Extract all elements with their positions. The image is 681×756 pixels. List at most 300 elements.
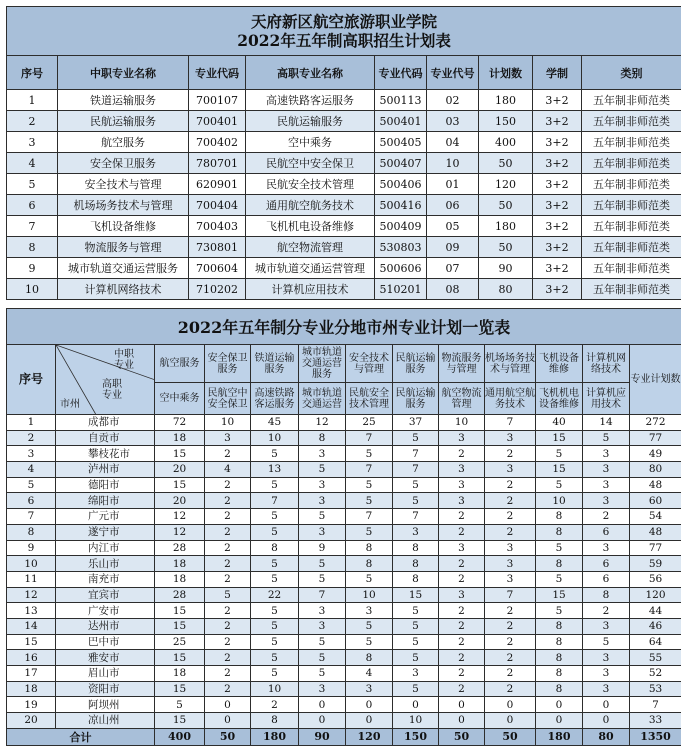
table-cell: 2 <box>439 618 485 634</box>
table-cell: 33 <box>630 713 681 729</box>
gaozhi-major-header: 民航运输服务 <box>393 383 439 415</box>
table-row <box>7 524 681 540</box>
table-cell: 19 <box>7 697 56 713</box>
table-cell: 5 <box>299 462 346 478</box>
table-cell: 05 <box>427 216 479 237</box>
table-cell: 5 <box>251 571 299 587</box>
table-cell: 3+2 <box>533 216 582 237</box>
table-cell: 700107 <box>189 90 246 111</box>
city-name-cell: 绵阳市 <box>56 493 155 509</box>
gaozhi-major-header: 民航空中安全保卫 <box>205 383 251 415</box>
table-cell: 5 <box>583 634 630 650</box>
table1-title <box>7 7 681 56</box>
table-cell: 17 <box>7 666 56 682</box>
table-cell: 18 <box>155 430 205 446</box>
table-cell: 20 <box>155 462 205 478</box>
table-cell: 0 <box>299 713 346 729</box>
city-name-cell: 内江市 <box>56 540 155 556</box>
zhongzhi-major-header: 物流服务与管理 <box>439 345 485 383</box>
table-cell: 0 <box>393 697 439 713</box>
table-cell: 5 <box>536 477 583 493</box>
table-cell: 0 <box>536 713 583 729</box>
table-cell: 2 <box>205 618 251 634</box>
table-cell: 0 <box>205 697 251 713</box>
table-cell: 2 <box>485 666 536 682</box>
table-cell: 8 <box>393 571 439 587</box>
table-cell: 2 <box>485 446 536 462</box>
table-cell: 77 <box>630 430 681 446</box>
table-cell: 150 <box>479 111 533 132</box>
table-cell: 15 <box>536 587 583 603</box>
city-name-cell: 泸州市 <box>56 462 155 478</box>
table-cell: 2 <box>205 540 251 556</box>
table-cell: 5 <box>251 446 299 462</box>
table-cell: 710202 <box>189 279 246 300</box>
table-cell: 2 <box>485 509 536 525</box>
table-cell: 7 <box>346 462 393 478</box>
table-cell: 15 <box>155 477 205 493</box>
table-cell: 空中乘务 <box>246 132 375 153</box>
table-cell: 2 <box>251 697 299 713</box>
table-row <box>7 603 681 619</box>
table-cell: 13 <box>251 462 299 478</box>
table-cell: 15 <box>536 462 583 478</box>
table-cell: 7 <box>7 216 58 237</box>
total-cell: 180 <box>536 728 583 745</box>
table-cell: 272 <box>630 415 681 431</box>
table-cell: 8 <box>393 540 439 556</box>
table-cell: 5 <box>299 634 346 650</box>
table-cell: 8 <box>536 666 583 682</box>
table-cell: 3 <box>393 666 439 682</box>
table-cell: 45 <box>251 415 299 431</box>
table1-title-line1: 天府新区航空旅游职业学院 <box>251 12 438 31</box>
table-cell: 民航运输服务 <box>58 111 189 132</box>
table-row <box>7 132 681 153</box>
table-cell: 3 <box>346 603 393 619</box>
table-cell: 52 <box>630 666 681 682</box>
diagonal-label-zhongzhi <box>114 349 134 371</box>
diagonal-label-gaozhi <box>102 379 122 401</box>
table-cell: 8 <box>7 524 56 540</box>
gaozhi-major-header: 空中乘务 <box>155 383 205 415</box>
table-cell: 9 <box>7 258 58 279</box>
gaozhi-major-header: 城市轨道交通运营 <box>299 383 346 415</box>
zhongzhi-major-header: 安全保卫服务 <box>205 345 251 383</box>
table-cell: 530803 <box>375 237 427 258</box>
table-cell: 2 <box>439 524 485 540</box>
table-cell: 5 <box>7 174 58 195</box>
table-cell: 180 <box>479 216 533 237</box>
table-cell: 3 <box>439 493 485 509</box>
table-cell: 02 <box>427 90 479 111</box>
table-cell: 14 <box>583 415 630 431</box>
table-cell: 3+2 <box>533 258 582 279</box>
table-cell: 5 <box>299 650 346 666</box>
table-cell: 25 <box>155 634 205 650</box>
table-cell: 3 <box>485 540 536 556</box>
table-cell: 15 <box>393 587 439 603</box>
table-cell: 10 <box>7 279 58 300</box>
table-row <box>7 153 681 174</box>
table-cell: 0 <box>583 697 630 713</box>
table-cell: 民航安全技术管理 <box>246 174 375 195</box>
table-cell: 10 <box>251 430 299 446</box>
table-cell: 五年制非师范类 <box>582 237 681 258</box>
table-cell: 18 <box>155 666 205 682</box>
table-cell: 4 <box>7 462 56 478</box>
table-cell: 5 <box>299 571 346 587</box>
table1-header-cell: 计划数 <box>479 56 533 90</box>
table-cell: 2 <box>205 524 251 540</box>
table-cell: 4 <box>205 462 251 478</box>
table-cell: 28 <box>155 540 205 556</box>
table1-header-cell: 高职专业名称 <box>246 56 375 90</box>
table-cell: 5 <box>251 509 299 525</box>
gaozhi-major-header: 通用航空航务技术 <box>485 383 536 415</box>
table1-header-cell: 学制 <box>533 56 582 90</box>
total-cell: 80 <box>583 728 630 745</box>
table-cell: 03 <box>427 111 479 132</box>
table-cell: 500416 <box>375 195 427 216</box>
table-cell: 8 <box>346 650 393 666</box>
table-cell: 2 <box>205 493 251 509</box>
table-cell: 8 <box>393 556 439 572</box>
table-row <box>7 430 681 446</box>
table-cell: 7 <box>630 697 681 713</box>
city-name-cell: 德阳市 <box>56 477 155 493</box>
city-name-cell: 广安市 <box>56 603 155 619</box>
table1-header-cell: 类别 <box>582 56 681 90</box>
table-cell: 3 <box>299 603 346 619</box>
table-cell: 8 <box>536 524 583 540</box>
table-cell: 通用航空航务技术 <box>246 195 375 216</box>
table-cell: 5 <box>205 587 251 603</box>
table-cell: 0 <box>299 697 346 713</box>
table-cell: 3+2 <box>533 279 582 300</box>
table-cell: 城市轨道交通运营管理 <box>246 258 375 279</box>
table-cell: 7 <box>393 446 439 462</box>
table-row <box>7 697 681 713</box>
table-cell: 1 <box>7 415 56 431</box>
table-cell: 5 <box>346 524 393 540</box>
total-cell: 180 <box>251 728 299 745</box>
table-cell: 64 <box>630 634 681 650</box>
table-cell: 5 <box>299 556 346 572</box>
table-cell: 3 <box>299 477 346 493</box>
zhongzhi-major-header: 安全技术与管理 <box>346 345 393 383</box>
table-cell: 16 <box>7 650 56 666</box>
diag-mid-line2: 专业 <box>102 390 122 401</box>
table-cell: 20 <box>7 713 56 729</box>
city-name-cell: 宜宾市 <box>56 587 155 603</box>
table-cell: 五年制非师范类 <box>582 174 681 195</box>
table-cell: 10 <box>393 713 439 729</box>
table-cell: 8 <box>536 681 583 697</box>
table-cell: 计算机应用技术 <box>246 279 375 300</box>
table-cell: 10 <box>439 415 485 431</box>
table1-header-cell: 中职专业名称 <box>58 56 189 90</box>
table-cell: 500401 <box>375 111 427 132</box>
table-cell: 6 <box>583 571 630 587</box>
table-cell: 55 <box>630 650 681 666</box>
table-cell: 3 <box>583 666 630 682</box>
table-cell: 2 <box>205 650 251 666</box>
table-cell: 700403 <box>189 216 246 237</box>
table-cell: 3 <box>299 524 346 540</box>
table-cell: 3 <box>485 571 536 587</box>
table-cell: 3+2 <box>533 195 582 216</box>
table-cell: 8 <box>536 634 583 650</box>
table-cell: 48 <box>630 524 681 540</box>
table-cell: 180 <box>479 90 533 111</box>
zhongzhi-major-header: 计算机网络技术 <box>583 345 630 383</box>
table2-header-zhongzhi <box>7 345 681 383</box>
table-cell: 3 <box>583 462 630 478</box>
table2-total-row <box>7 728 681 745</box>
table1-title-line2: 2022年五年制高职招生计划表 <box>237 31 451 50</box>
table-cell: 01 <box>427 174 479 195</box>
table-cell: 10 <box>7 556 56 572</box>
table-cell: 780701 <box>189 153 246 174</box>
table-cell: 500405 <box>375 132 427 153</box>
table-cell: 2 <box>205 603 251 619</box>
table-cell: 0 <box>439 713 485 729</box>
total-cell: 120 <box>346 728 393 745</box>
table-cell: 2 <box>485 524 536 540</box>
table-cell: 航空服务 <box>58 132 189 153</box>
diag-top-line2: 专业 <box>114 360 134 371</box>
table-cell: 3 <box>393 524 439 540</box>
table-cell: 7 <box>346 509 393 525</box>
table-cell: 2 <box>439 509 485 525</box>
seq-header: 序号 <box>7 345 56 415</box>
city-name-cell: 成都市 <box>56 415 155 431</box>
table-cell: 2 <box>205 477 251 493</box>
table-cell: 700404 <box>189 195 246 216</box>
table-cell: 15 <box>155 713 205 729</box>
table-cell: 2 <box>7 430 56 446</box>
zhongzhi-major-header: 航空服务 <box>155 345 205 383</box>
table-cell: 2 <box>205 634 251 650</box>
table-cell: 安全保卫服务 <box>58 153 189 174</box>
table-cell: 8 <box>536 556 583 572</box>
table-cell: 3 <box>485 462 536 478</box>
table-cell: 2 <box>583 603 630 619</box>
table-cell: 08 <box>427 279 479 300</box>
table-cell: 5 <box>393 477 439 493</box>
zhongzhi-major-header: 机场场务技术与管理 <box>485 345 536 383</box>
table-cell: 5 <box>251 477 299 493</box>
zhongzhi-major-header: 城市轨道交通运营服务 <box>299 345 346 383</box>
table-cell: 7 <box>393 462 439 478</box>
table-cell: 5 <box>251 666 299 682</box>
diag-mid-line1: 高职 <box>102 379 122 390</box>
table-cell: 7 <box>299 587 346 603</box>
table-row <box>7 258 681 279</box>
table-row <box>7 90 681 111</box>
table-cell: 3 <box>583 540 630 556</box>
diag-top-line1: 中职 <box>114 349 134 360</box>
city-name-cell: 遂宁市 <box>56 524 155 540</box>
table-cell: 飞机机电设备维修 <box>246 216 375 237</box>
table-cell: 8 <box>536 618 583 634</box>
gaozhi-major-header: 民航安全技术管理 <box>346 383 393 415</box>
table-cell: 五年制非师范类 <box>582 195 681 216</box>
table-cell: 7 <box>251 493 299 509</box>
table-cell: 0 <box>485 697 536 713</box>
table-cell: 60 <box>630 493 681 509</box>
table-cell: 3 <box>583 493 630 509</box>
table-cell: 5 <box>346 618 393 634</box>
table-cell: 4 <box>346 666 393 682</box>
table-cell: 700402 <box>189 132 246 153</box>
table-cell: 五年制非师范类 <box>582 90 681 111</box>
table-cell: 77 <box>630 540 681 556</box>
table-row <box>7 713 681 729</box>
table-cell: 5 <box>251 634 299 650</box>
table-cell: 3 <box>439 462 485 478</box>
table-cell: 12 <box>155 509 205 525</box>
table-cell: 28 <box>155 587 205 603</box>
table-cell: 2 <box>205 571 251 587</box>
table-cell: 5 <box>299 509 346 525</box>
total-cell: 150 <box>393 728 439 745</box>
table-cell: 7 <box>346 430 393 446</box>
table-cell: 2 <box>485 603 536 619</box>
table-cell: 3 <box>583 650 630 666</box>
table-cell: 730801 <box>189 237 246 258</box>
table-cell: 铁道运输服务 <box>58 90 189 111</box>
table-cell: 3 <box>583 618 630 634</box>
table-cell: 2 <box>439 681 485 697</box>
table-cell: 5 <box>251 650 299 666</box>
table-row <box>7 666 681 682</box>
table-cell: 2 <box>485 634 536 650</box>
city-name-cell: 广元市 <box>56 509 155 525</box>
diagonal-header <box>56 345 155 415</box>
city-name-cell: 南充市 <box>56 571 155 587</box>
table-cell: 8 <box>299 430 346 446</box>
table-row <box>7 618 681 634</box>
table-cell: 18 <box>155 571 205 587</box>
table-cell: 48 <box>630 477 681 493</box>
table-cell: 5 <box>346 446 393 462</box>
table-row <box>7 279 681 300</box>
city-name-cell: 攀枝花市 <box>56 446 155 462</box>
table-cell: 8 <box>583 587 630 603</box>
table-cell: 700604 <box>189 258 246 279</box>
table-cell: 22 <box>251 587 299 603</box>
table-cell: 46 <box>630 618 681 634</box>
table-cell: 10 <box>251 681 299 697</box>
table-cell: 机场场务技术与管理 <box>58 195 189 216</box>
enrollment-plan-table <box>6 6 681 300</box>
table-cell: 2 <box>485 477 536 493</box>
total-cell: 90 <box>299 728 346 745</box>
table-cell: 18 <box>7 681 56 697</box>
table-cell: 15 <box>536 430 583 446</box>
table-cell: 700401 <box>189 111 246 132</box>
table-cell: 民航运输服务 <box>246 111 375 132</box>
table-cell: 2 <box>485 618 536 634</box>
table-cell: 7 <box>7 509 56 525</box>
table-cell: 10 <box>427 153 479 174</box>
table-cell: 50 <box>479 237 533 258</box>
table-cell: 10 <box>346 587 393 603</box>
total-cell: 400 <box>155 728 205 745</box>
table-cell: 15 <box>155 681 205 697</box>
table-cell: 3 <box>485 430 536 446</box>
table-cell: 5 <box>393 650 439 666</box>
table-cell: 5 <box>536 603 583 619</box>
table-row <box>7 509 681 525</box>
table-cell: 2 <box>439 603 485 619</box>
city-name-cell: 乐山市 <box>56 556 155 572</box>
table-cell: 620901 <box>189 174 246 195</box>
table-cell: 80 <box>630 462 681 478</box>
city-name-cell: 凉山州 <box>56 713 155 729</box>
table-cell: 5 <box>393 493 439 509</box>
table-cell: 50 <box>479 195 533 216</box>
table-cell: 500406 <box>375 174 427 195</box>
table-cell: 3 <box>485 556 536 572</box>
table-cell: 10 <box>205 415 251 431</box>
table-cell: 0 <box>485 713 536 729</box>
table-cell: 3 <box>439 477 485 493</box>
table-cell: 12 <box>155 524 205 540</box>
table1-header-row <box>7 56 681 90</box>
table-cell: 2 <box>485 493 536 509</box>
table-cell: 6 <box>583 556 630 572</box>
table-cell: 0 <box>346 713 393 729</box>
table-cell: 计算机网络技术 <box>58 279 189 300</box>
total-plan-header: 专业计划数 <box>630 345 681 415</box>
table-cell: 3 <box>583 446 630 462</box>
table-cell: 8 <box>346 540 393 556</box>
table-cell: 五年制非师范类 <box>582 216 681 237</box>
table-cell: 五年制非师范类 <box>582 132 681 153</box>
table-cell: 3 <box>439 430 485 446</box>
table-cell: 500606 <box>375 258 427 279</box>
table-cell: 56 <box>630 571 681 587</box>
table-cell: 09 <box>427 237 479 258</box>
table-cell: 2 <box>439 556 485 572</box>
table-cell: 3 <box>583 681 630 697</box>
table-cell: 2 <box>439 634 485 650</box>
table-cell: 3+2 <box>533 153 582 174</box>
table-cell: 2 <box>439 571 485 587</box>
table-cell: 城市轨道交通运营服务 <box>58 258 189 279</box>
table-cell: 1 <box>7 90 58 111</box>
table-cell: 5 <box>7 477 56 493</box>
table-cell: 80 <box>479 279 533 300</box>
table-cell: 飞机设备维修 <box>58 216 189 237</box>
table-cell: 5 <box>251 603 299 619</box>
table-cell: 民航空中安全保卫 <box>246 153 375 174</box>
table-row <box>7 195 681 216</box>
table-cell: 50 <box>479 153 533 174</box>
table-cell: 7 <box>485 415 536 431</box>
table-cell: 2 <box>439 650 485 666</box>
table-cell: 2 <box>205 446 251 462</box>
table-cell: 49 <box>630 446 681 462</box>
table-cell: 8 <box>7 237 58 258</box>
table-cell: 5 <box>346 477 393 493</box>
city-name-cell: 自贡市 <box>56 430 155 446</box>
table-cell: 90 <box>479 258 533 279</box>
city-name-cell: 眉山市 <box>56 666 155 682</box>
